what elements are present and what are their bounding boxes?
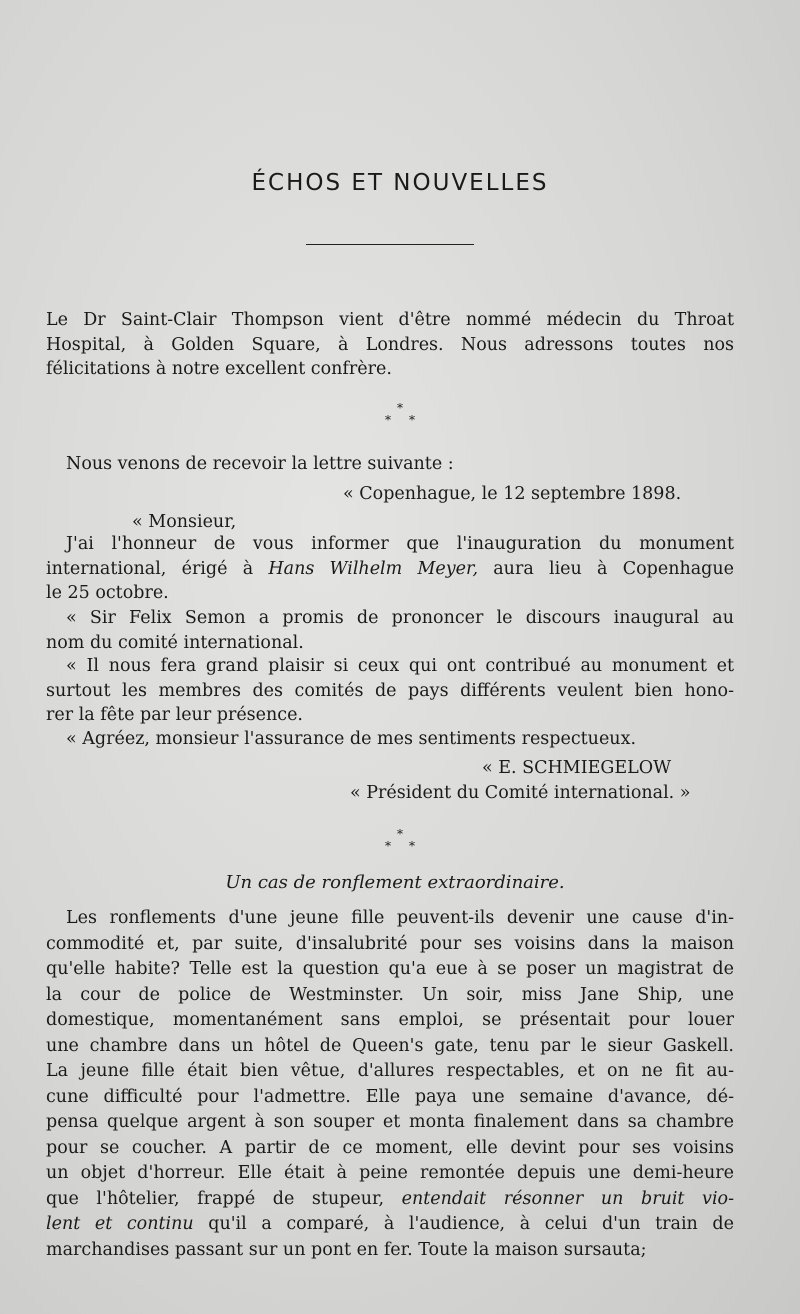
section-separator-stars: * ** — [385, 401, 433, 427]
section-separator-stars: * ** — [385, 827, 433, 853]
letter-salutation: « Monsieur, — [132, 512, 237, 532]
text-line: qu'elle habite? Telle est la question qu'a eue à se poser un magistrat de — [46, 959, 734, 979]
title-rule — [306, 244, 474, 245]
text-line: rer la fête par leur présence. — [46, 705, 303, 725]
text-line: surtout les membres des comités de pays différents veulent bien hono- — [46, 680, 734, 701]
text-line: une chambre dans un hôtel de Queen's gate, tenu par le sieur Gaskell. — [46, 1035, 734, 1056]
text-line: domestique, momentanément sans emploi, se présentait pour louer — [46, 1010, 734, 1030]
letter-intro: Nous venons de recevoir la lettre suivante : — [66, 454, 454, 474]
text-line: « Il nous fera grand plaisir si ceux qui ont contribué au monument et — [66, 656, 734, 676]
text-line: lent et continu qu'il a comparé, à l'audience, à celui d'un train de — [46, 1214, 734, 1234]
text-line: pensa quelque argent à son souper et monta finalement dans sa chambre — [46, 1112, 734, 1132]
text-line: Le Dr Saint-Clair Thompson vient d'être nommé médecin du Throat — [46, 310, 734, 330]
article-subtitle: Un cas de ronflement extraordinaire. — [225, 872, 565, 893]
page-title: ÉCHOS ET NOUVELLES — [251, 170, 549, 196]
text-line: J'ai l'honneur de vous informer que l'inauguration du monument — [66, 534, 734, 554]
letter-body-2 — [46, 606, 734, 655]
text-line: Les ronflements d'une jeune fille peuvent-ils devenir une cause d'in- — [66, 908, 734, 928]
text-line: La jeune fille était bien vêtue, d'allures respectables, et on ne fit au- — [46, 1061, 734, 1081]
text-line: la cour de police de Westminster. Un soir, miss Jane Ship, une — [46, 984, 734, 1005]
text-line: « Sir Felix Semon a promis de prononcer le discours inaugural au — [66, 608, 734, 628]
letter-signature-title: « Président du Comité international. » — [350, 783, 691, 803]
text-line: nom du comité international. — [46, 632, 304, 653]
letter-body-3 — [46, 654, 734, 728]
letter-place-date: « Copenhague, le 12 septembre 1898. — [343, 484, 682, 504]
story-paragraph — [46, 906, 734, 1263]
text-line: cune difficulté pour l'admettre. Elle paya une semaine d'avance, dé- — [46, 1086, 734, 1107]
text-line: le 25 octobre. — [46, 583, 169, 603]
text-line: Hospital, à Golden Square, à Londres. Nous adressons toutes nos — [46, 334, 734, 355]
text-line: international, érigé à Hans Wilhelm Meyer, aura lieu à Copenhague — [46, 558, 734, 579]
letter-body-1 — [46, 532, 734, 606]
text-line: que l'hôtelier, frappé de stupeur, entendait résonner un bruit vio- — [46, 1188, 734, 1209]
text-line: félicitations à notre excellent confrère. — [46, 359, 392, 379]
text-line: marchandises passant sur un pont en fer. Toute la maison sursauta; — [46, 1239, 647, 1260]
text-line: commodité et, par suite, d'insalubrité pour ses voisins dans la maison — [46, 933, 734, 954]
text-line: un objet d'horreur. Elle était à peine remontée depuis une demi-heure — [46, 1163, 734, 1183]
letter-closing: « Agréez, monsieur l'assurance de mes sentiments respectueux. — [66, 729, 637, 749]
letter-signature: « E. SCHMIEGELOW — [482, 758, 672, 778]
paragraph-nomination — [46, 308, 734, 382]
text-line: pour se coucher. A partir de ce moment, elle devint pour ses voisins — [46, 1137, 734, 1158]
